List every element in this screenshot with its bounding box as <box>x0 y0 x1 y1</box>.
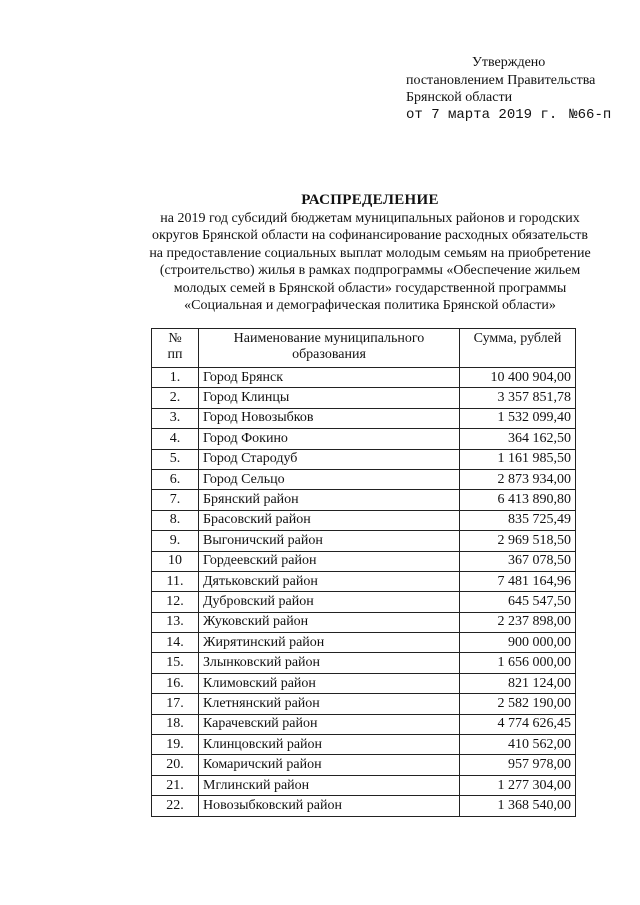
row-number: 2. <box>152 388 199 408</box>
row-name: Новозыбковский район <box>199 796 460 816</box>
row-number: 15. <box>152 653 199 673</box>
header-number-line: пп <box>167 347 183 362</box>
row-number: 6. <box>152 469 199 489</box>
row-number: 10 <box>152 551 199 571</box>
approval-stamp <box>406 54 636 124</box>
table-row <box>152 490 576 510</box>
row-name: Злынковский район <box>199 653 460 673</box>
row-number: 7. <box>152 490 199 510</box>
header-number-line: № <box>168 331 182 346</box>
row-name: Выгоничский район <box>199 531 460 551</box>
row-sum: 821 124,00 <box>460 673 576 693</box>
header-name-line: Наименование муниципального <box>233 331 425 346</box>
table-row <box>152 571 576 591</box>
row-sum: 2 969 518,50 <box>460 531 576 551</box>
row-number: 11. <box>152 571 199 591</box>
row-sum: 2 873 934,00 <box>460 469 576 489</box>
row-sum: 1 161 985,50 <box>460 449 576 469</box>
row-sum: 1 277 304,00 <box>460 775 576 795</box>
table-row <box>152 388 576 408</box>
row-name: Клетнянский район <box>199 694 460 714</box>
row-name: Мглинский район <box>199 775 460 795</box>
row-name: Дятьковский район <box>199 571 460 591</box>
row-sum: 835 725,49 <box>460 510 576 530</box>
table-row <box>152 714 576 734</box>
row-number: 22. <box>152 796 199 816</box>
row-sum: 1 532 099,40 <box>460 408 576 428</box>
header-name-line: образования <box>292 347 366 362</box>
heading-line: (строительство) жилья в рамках подпрограммы «Обеспечение жильем <box>159 263 581 278</box>
row-number: 18. <box>152 714 199 734</box>
row-sum: 367 078,50 <box>460 551 576 571</box>
heading-line: на 2019 год субсидий бюджетам муниципальных районов и городских <box>160 210 580 226</box>
row-name: Дубровский район <box>199 592 460 612</box>
row-number: 19. <box>152 735 199 755</box>
row-name: Жирятинский район <box>199 633 460 653</box>
table-row <box>152 469 576 489</box>
table-header-row <box>152 329 576 368</box>
row-name: Город Новозыбков <box>199 408 460 428</box>
row-name: Брасовский район <box>199 510 460 530</box>
row-name: Гордеевский район <box>199 551 460 571</box>
row-name: Город Стародуб <box>199 449 460 469</box>
table-row <box>152 633 576 653</box>
heading-line: на предоставление социальных выплат молодым семьям на приобретение <box>149 245 591 261</box>
row-sum: 7 481 164,96 <box>460 571 576 591</box>
approval-date: от 7 марта 2019 г. <box>406 106 558 123</box>
row-number: 20. <box>152 755 199 775</box>
row-number: 1. <box>152 368 199 388</box>
row-sum: 2 237 898,00 <box>460 612 576 632</box>
row-sum: 10 400 904,00 <box>460 368 576 388</box>
document-heading <box>110 192 630 315</box>
row-number: 8. <box>152 510 199 530</box>
approval-date-line <box>406 107 636 125</box>
table-row <box>152 796 576 816</box>
row-name: Город Фокино <box>199 429 460 449</box>
row-number: 4. <box>152 429 199 449</box>
table-row <box>152 775 576 795</box>
approval-number: №66-п <box>569 106 612 123</box>
table-row <box>152 551 576 571</box>
approval-resolution: постановлением Правительства <box>406 72 596 88</box>
header-sum-line: Сумма, рублей <box>473 331 562 346</box>
header-name <box>199 329 460 368</box>
table-row <box>152 612 576 632</box>
row-name: Жуковский район <box>199 612 460 632</box>
table-row <box>152 755 576 775</box>
approval-region: Брянской области <box>406 90 513 105</box>
row-name: Клинцовский район <box>199 735 460 755</box>
heading-line: молодых семей в Брянской области» государственной программы <box>173 280 567 296</box>
table-row <box>152 735 576 755</box>
table-row <box>152 510 576 530</box>
table-row <box>152 368 576 388</box>
row-number: 21. <box>152 775 199 795</box>
heading-line: округов Брянской области на софинансирование расходных обязательств <box>152 228 588 243</box>
row-name: Климовский район <box>199 673 460 693</box>
row-name: Город Клинцы <box>199 388 460 408</box>
row-sum: 4 774 626,45 <box>460 714 576 734</box>
row-sum: 900 000,00 <box>460 633 576 653</box>
row-number: 12. <box>152 592 199 612</box>
table-row <box>152 592 576 612</box>
row-name: Город Сельцо <box>199 469 460 489</box>
row-number: 9. <box>152 531 199 551</box>
table-row <box>152 694 576 714</box>
approval-title: Утверждено <box>472 55 546 70</box>
row-sum: 3 357 851,78 <box>460 388 576 408</box>
row-number: 13. <box>152 612 199 632</box>
row-sum: 364 162,50 <box>460 429 576 449</box>
row-number: 16. <box>152 673 199 693</box>
row-sum: 6 413 890,80 <box>460 490 576 510</box>
header-number <box>152 329 199 368</box>
table-row <box>152 653 576 673</box>
row-sum: 1 656 000,00 <box>460 653 576 673</box>
row-number: 14. <box>152 633 199 653</box>
row-number: 5. <box>152 449 199 469</box>
row-number: 3. <box>152 408 199 428</box>
row-name: Комаричский район <box>199 755 460 775</box>
table-row <box>152 531 576 551</box>
row-name: Город Брянск <box>199 368 460 388</box>
row-sum: 1 368 540,00 <box>460 796 576 816</box>
row-sum: 957 978,00 <box>460 755 576 775</box>
row-name: Карачевский район <box>199 714 460 734</box>
table-row <box>152 429 576 449</box>
distribution-table <box>151 328 576 817</box>
table-row <box>152 408 576 428</box>
heading-line: «Социальная и демографическая политика Брянской области» <box>184 298 556 313</box>
table-body <box>152 368 576 817</box>
table-row <box>152 449 576 469</box>
row-sum: 410 562,00 <box>460 735 576 755</box>
table-row <box>152 673 576 693</box>
row-sum: 2 582 190,00 <box>460 694 576 714</box>
row-sum: 645 547,50 <box>460 592 576 612</box>
row-number: 17. <box>152 694 199 714</box>
header-sum <box>460 329 576 368</box>
row-name: Брянский район <box>199 490 460 510</box>
document-title: РАСПРЕДЕЛЕНИЕ <box>301 192 439 208</box>
